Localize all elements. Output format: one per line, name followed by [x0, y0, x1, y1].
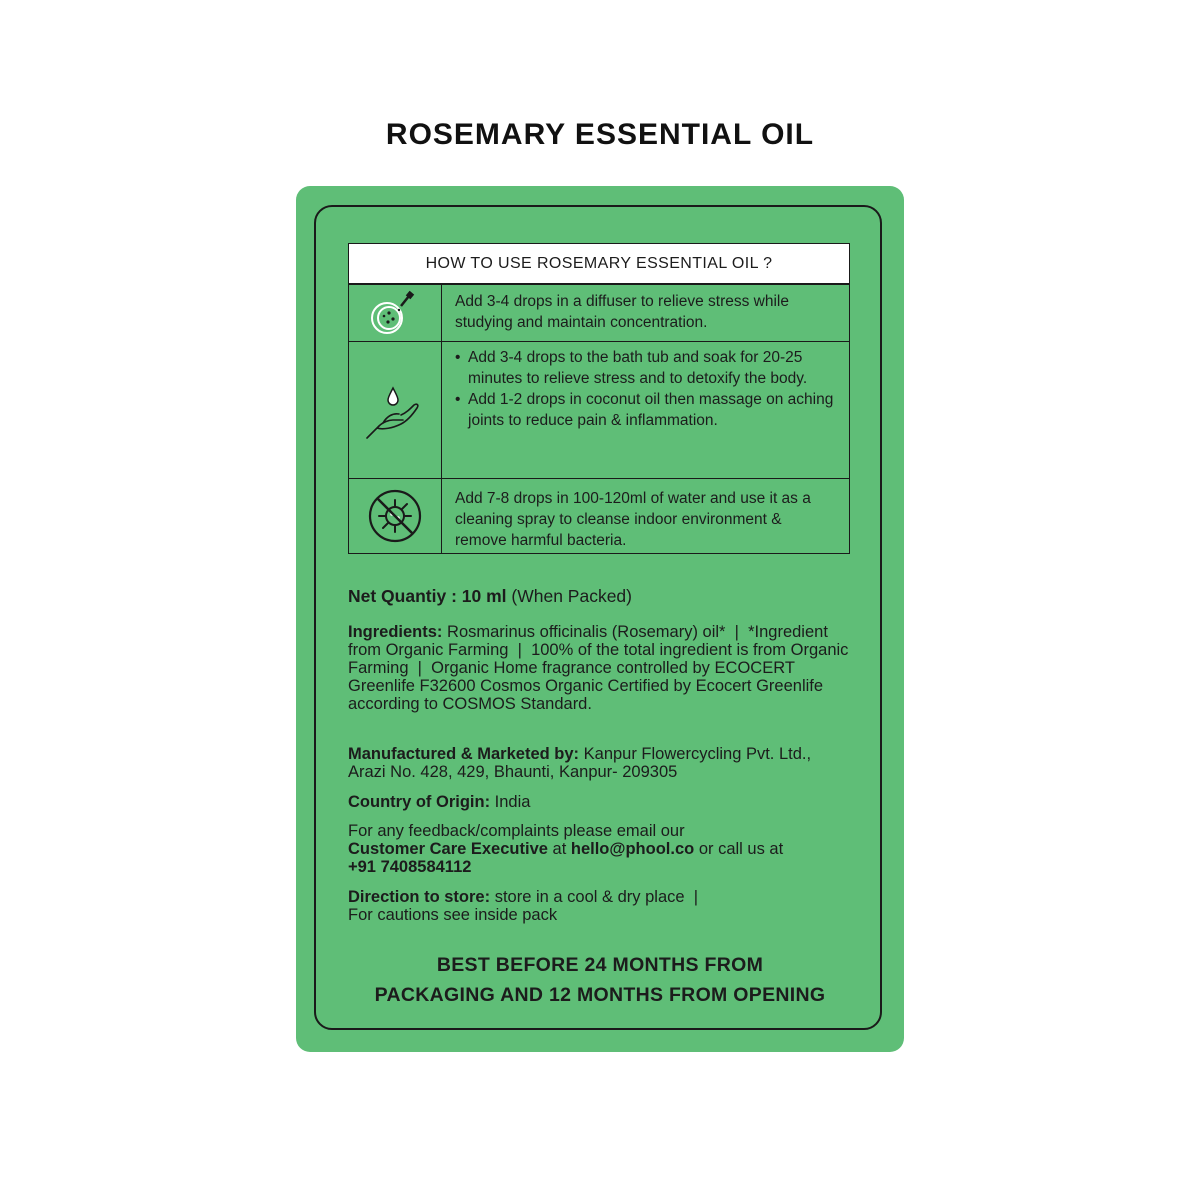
storage-text: store in a cool & dry place | [494, 888, 699, 906]
feedback-phone[interactable]: +91 7408584112 [348, 858, 472, 876]
product-label [296, 186, 904, 1052]
page-title: ROSEMARY ESSENTIAL OIL [385, 118, 815, 151]
country-of-origin [348, 793, 858, 811]
usage-row-cleaning [349, 478, 849, 553]
usage-text-bath-massage [442, 342, 849, 478]
best-before-line2: PACKAGING AND 12 MONTHS FROM OPENING [374, 984, 826, 1006]
diffuser-icon [349, 285, 442, 341]
origin-value: India [494, 793, 531, 811]
best-before [296, 950, 904, 1010]
usage-text-cleaning: Add 7-8 drops in 100-120ml of water and use it as a cleaning spray to cleanse indoor environment & remove harmful bacteria. [455, 490, 811, 549]
feedback-executive: Customer Care Executive [348, 840, 548, 858]
net-quantity [348, 587, 858, 605]
ingredients-text: Rosmarinus officinalis (Rosemary) oil* | *Ingredient from Organic Farming | 100% of the total ingredient is from Organic Farming | Organic Home fragrance controlled by ECOCERT Greenlife F32600 Cosmos Organic Certified by Ecocert Greenlife according to COSMOS Standard. [348, 623, 854, 713]
feedback [348, 822, 858, 876]
usage-bullet-bath: • Add 3-4 drops to the bath tub and soak for 20-25 minutes to relieve stress and to detoxify the body. [455, 347, 835, 389]
hand-drop-icon [349, 342, 442, 478]
usage-row-bath-massage [349, 341, 849, 478]
ingredients-label: Ingredients: [348, 623, 443, 641]
storage-directions [348, 888, 858, 924]
storage-note: For cautions see inside pack [348, 906, 558, 924]
storage-label: Direction to store: [348, 888, 491, 906]
feedback-intro: For any feedback/complaints please email our [348, 822, 685, 840]
usage-bullet-massage: • Add 1-2 drops in coconut oil then massage on aching joints to reduce pain & inflammation. [455, 389, 835, 431]
feedback-at: at [552, 840, 567, 858]
net-quantity-label: Net Quantiy : 10 ml [348, 586, 507, 606]
usage-row-diffuser [349, 284, 849, 341]
manufacturer-text: Kanpur Flowercycling Pvt. Ltd., Arazi No. 428, 429, Bhaunti, Kanpur- 209305 [348, 745, 812, 781]
feedback-call: or call us at [698, 840, 784, 858]
usage-table-header: HOW TO USE ROSEMARY ESSENTIAL OIL ? [349, 244, 849, 284]
no-bacteria-icon [349, 479, 442, 553]
feedback-email[interactable]: hello@phool.co [570, 840, 695, 858]
ingredients [348, 623, 858, 713]
manufacturer [348, 745, 818, 781]
origin-label: Country of Origin: [348, 793, 491, 811]
usage-text-diffuser: Add 3-4 drops in a diffuser to relieve stress while studying and maintain concentration. [455, 293, 789, 331]
manufacturer-label: Manufactured & Marketed by: [348, 745, 580, 763]
best-before-line1: BEST BEFORE 24 MONTHS FROM [436, 954, 764, 976]
usage-table [348, 243, 850, 554]
net-quantity-note: (When Packed) [511, 586, 632, 606]
